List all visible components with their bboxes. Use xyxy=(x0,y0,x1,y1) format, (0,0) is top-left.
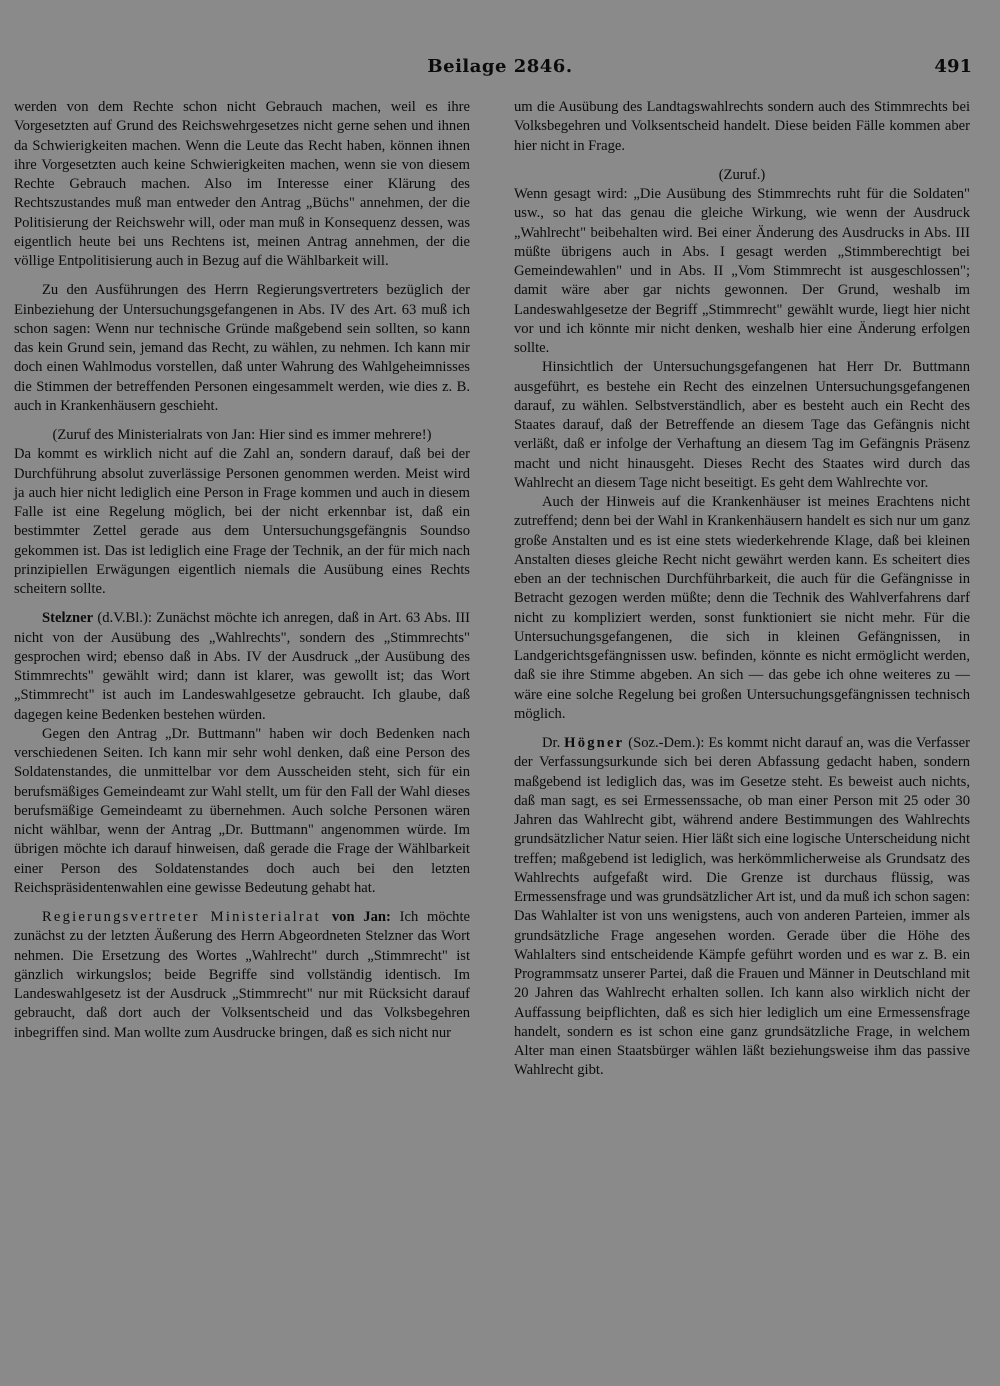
speech-text: Ich möchte zunächst zu der letzten Äußerung des Herrn Abgeordneten Stelzner das Wort nehmen. Die Ersetzung des Wortes „Wahlrecht" durch „Stimmrecht" ist gänzlich wirkungslos; beide Begriffe sind vollständig identisch. Im Landeswahlgesetz ist der Ausdruck „Stimmrecht" nur mit Rücksicht darauf gebraucht, daß dort auch der Volksentscheid und das Volksbegehren inbegriffen sind. Man wollte zum Ausdrucke bringen, daß es sich nicht nur xyxy=(14,909,470,1041)
paragraph: Gegen den Antrag „Dr. Buttmann" haben wir doch Bedenken nach verschiedenen Seiten. Ich kann mir sehr wohl denken, daß eine Person des Soldatenstandes, die unmittelbar vor dem Ausscheiden steht, sich für ein berufsmäßiges Gemeindeamt zur Wahl stellt, um für den Fall der Wahl dieses berufsmäßige Gemeindeamt zu übernehmen. Auch solche Personen wären nicht wählbar, wenn der Antrag „Dr. Buttmann" angenommen würde. Im übrigen möchte ich darauf hinweisen, daß gerade die Frage der Wählbarkeit einer Person des Soldatenstandes doch auch bei den letzten Reichspräsidentenwahlen eine gewisse Bedeutung gehabt hat. xyxy=(14,725,470,896)
paragraph: Da kommt es wirklich nicht auf die Zahl an, sondern darauf, daß bei der Durchführung absolut zuverlässige Personen genommen werden. Meist wird ja auch hier nicht lediglich eine Person in Frage kommen und auch in diesem Falle ist eine Regelung möglich, bei der nicht erkennbar ist, daß ein bestimmter Zettel gerade aus dem Untersuchungsgefängnis Soundso gekommen ist. Das ist lediglich eine Frage der Technik, an der für mich nach prinzipiellen Erwägungen eigentlich niemals die Ausübung eines Rechts scheitern sollte. xyxy=(14,446,470,597)
speech-stelzner xyxy=(14,609,470,725)
speech-text: Zunächst möchte ich anregen, daß in Art. 63 Abs. III nicht von der Ausübung des „Wahlrechts", sondern des „Stimmrechts" gesprochen wird; ebenso daß in Abs. IV der Ausdruck „der Ausübung des Stimmrechts" gewählt wird; dann ist klarer, was gewollt ist; das Wort „Stimmrecht" ist auch im Landeswahlgesetze gebraucht. Ich glaube, daß dagegen keine Bedenken bestehen würden. xyxy=(14,610,470,723)
speech-text: Es kommt nicht darauf an, was die Verfasser der Verfassungsurkunde sich bei deren Abfassung gedacht haben, sondern maßgebend ist lediglich das, was im Gesetze steht. Es beweist auch nichts, daß man sagt, es sei Ermessenssache, ob man einer Person mit 25 oder 30 Jahren das Wahlrecht gibt, während andere Bestimmungen des Wahlrechts grundsätzlicher Natur seien. Hier läßt sich eine logische Unterscheidung nicht treffen; maßgebend ist lediglich, was herkömmlicherweise als Grundsatz des Wahlrechts aufgefaßt wird. Die Grenze ist durchaus flüssig, was Ermessensfrage und was grundsätzlicher Art ist, und da muß ich schon sagen: Das Wahlalter ist von uns wenigstens, auch von anderen Parteien, immer als grundsätzliche Frage angesehen worden. Gerade über die Höhe des Wahlalters sind entscheidende Kämpfe geführt worden und es war z. B. ein Programmsatz unserer Partei, daß die Frauen und Männer in Deutschland mit 20 Jahren das Wahlrecht erhalten sollen. Ich kann also wirklich nicht der Auffassung beipflichten, daß es sich hier lediglich um eine Ermessensfrage handelt, sondern es ist schon eine ganz grundsätzliche Frage, in welchem Alter man einen Staatsbürger wählen läßt beziehungsweise ihm das passive Wahlrecht gibt. xyxy=(514,735,970,1079)
speaker-name: Högner xyxy=(564,735,625,751)
page-header xyxy=(0,56,1000,86)
interjection: (Zuruf.) xyxy=(718,166,766,183)
paragraph: werden von dem Rechte schon nicht Gebrauch machen, weil es ihre Vorgesetzten auf Grund des Reichswehrgesetzes nicht gerne sehen und ihnen da Schwierigkeiten machen. Wenn die Leute das Recht haben, können ihnen ihre Vorgesetzten auch keine Schwierigkeiten machen, wenn sie von diesem Rechte Gebrauch machen. Also im Interesse einer Klärung des Rechtszustandes muß man entweder den Antrag „Büchs" annehmen, der die Politisierung der Reichswehr will, oder man muß in Konsequenz dessen, was eigentlich heute bei uns Rechtens ist, meinen Antrag annehmen, der die völlige Entpolitisierung auch in Bezug auf die Wählbarkeit will. xyxy=(14,99,470,269)
paragraph: Wenn gesagt wird: „Die Ausübung des Stimmrechts ruht für die Soldaten" usw., so hat das genau die gleiche Wirkung, wie wenn der Ausdruck „Wahlrecht" beibehalten wird. Bei einer Änderung des Ausdrucks in Abs. III müßte übrigens auch in Abs. I gesagt werden „Stimmberechtigt bei Gemeindewahlen" und in Abs. II „Vom Stimmrecht ist ausgeschlossen"; damit wäre aber gar nichts gewonnen. Der Grund, weshalb im Landeswahlgesetze der Begriff „Stimmrecht" gewählt wurde, liegt hier nicht vor und ich könnte mir nicht denken, weshalb hier eine Änderung erfolgen sollte. xyxy=(514,186,970,356)
header-title: Beilage 2846. xyxy=(427,56,573,77)
paragraph: Zu den Ausführungen des Herrn Regierungsvertreters bezüglich der Einbeziehung der Untersuchungsgefangenen in Abs. IV des Art. 63 muß ich schon sagen: Wenn nur technische Gründe maßgebend sein sollten, so kann das kein Grund sein, jemand das Recht, zu wählen, zu nehmen. Ich kann mir doch einen Wahlmodus vorstellen, daß unter Wahrung des Wahlgeheimnisses die Stimmen der betreffenden Personen eingesammelt werden, wie dies z. B. auch in Krankenhäusern geschieht. xyxy=(14,282,470,414)
page-number: 491 xyxy=(934,56,972,77)
left-column xyxy=(14,98,470,1043)
speech-jan xyxy=(14,908,470,1043)
speaker-party: (d.V.Bl.): xyxy=(93,610,157,627)
interjection: (Zuruf des Ministerialrats von Jan: Hier sind es immer mehrere!) xyxy=(52,427,432,443)
paragraph: um die Ausübung des Landtagswahlrechts sondern auch des Stimmrechts bei Volksbegehren und Volksentscheid handelt. Diese beiden Fälle kommen aber hier nicht in Frage. xyxy=(514,99,970,154)
paragraph: Auch der Hinweis auf die Krankenhäuser ist meines Erachtens nicht zutreffend; denn bei der Wahl in Krankenhäusern handelt es sich nur um ganz große Anstalten und es ist eine stets wiederkehrende Klage, daß bei kleinen Anstalten dieses gleiche Recht nicht gewährt werden kann. Es scheitert dies eben an der technischen Durchführbarkeit, die auch für die Gefängnisse in Betracht gezogen werden müßte; denn die Technik des Wahlverfahrens darf nicht zu kompliziert werden, sonst funktioniert sie nicht mehr. Für die Untersuchungsgefangenen, die sich in kleinen Gefängnissen, in Landgerichtsgefängnissen usw. befinden, könnte es nicht ermöglicht werden, daß sie ihre Stimme abgeben. An sich — das gebe ich ohne weiteres zu — wäre eine solche Regelung bei großen Untersuchungsgefängnissen technisch möglich. xyxy=(514,494,970,722)
speaker-party: (Soz.-Dem.): xyxy=(624,735,709,751)
speaker-prefix: Dr. xyxy=(542,735,565,751)
speech-hoegner xyxy=(514,734,970,1081)
paragraph: Hinsichtlich der Untersuchungsgefangenen hat Herr Dr. Buttmann ausgeführt, es bestehe ein Recht des einzelnen Untersuchungsgefangenen darauf, zu wählen. Selbstverständlich, aber es besteht auch ein Recht des Staates darauf, daß der Betreffende an diesem Tage das Gefängnis nicht verläßt, daß er infolge der Verhaftung an diesem Tag im Gefängnis Präsenz macht und nicht hinausgeht. Dieses Recht des Staates wird durch das Wahlrecht an diesem Tage nicht beseitigt. Es geht dem Wahlrechte vor. xyxy=(514,359,970,491)
speaker-name: von Jan: xyxy=(331,909,391,925)
speaker-title: Regierungsvertreter Ministerialrat xyxy=(42,909,332,925)
right-column xyxy=(514,98,970,1081)
speaker-name: Stelzner xyxy=(42,610,94,627)
